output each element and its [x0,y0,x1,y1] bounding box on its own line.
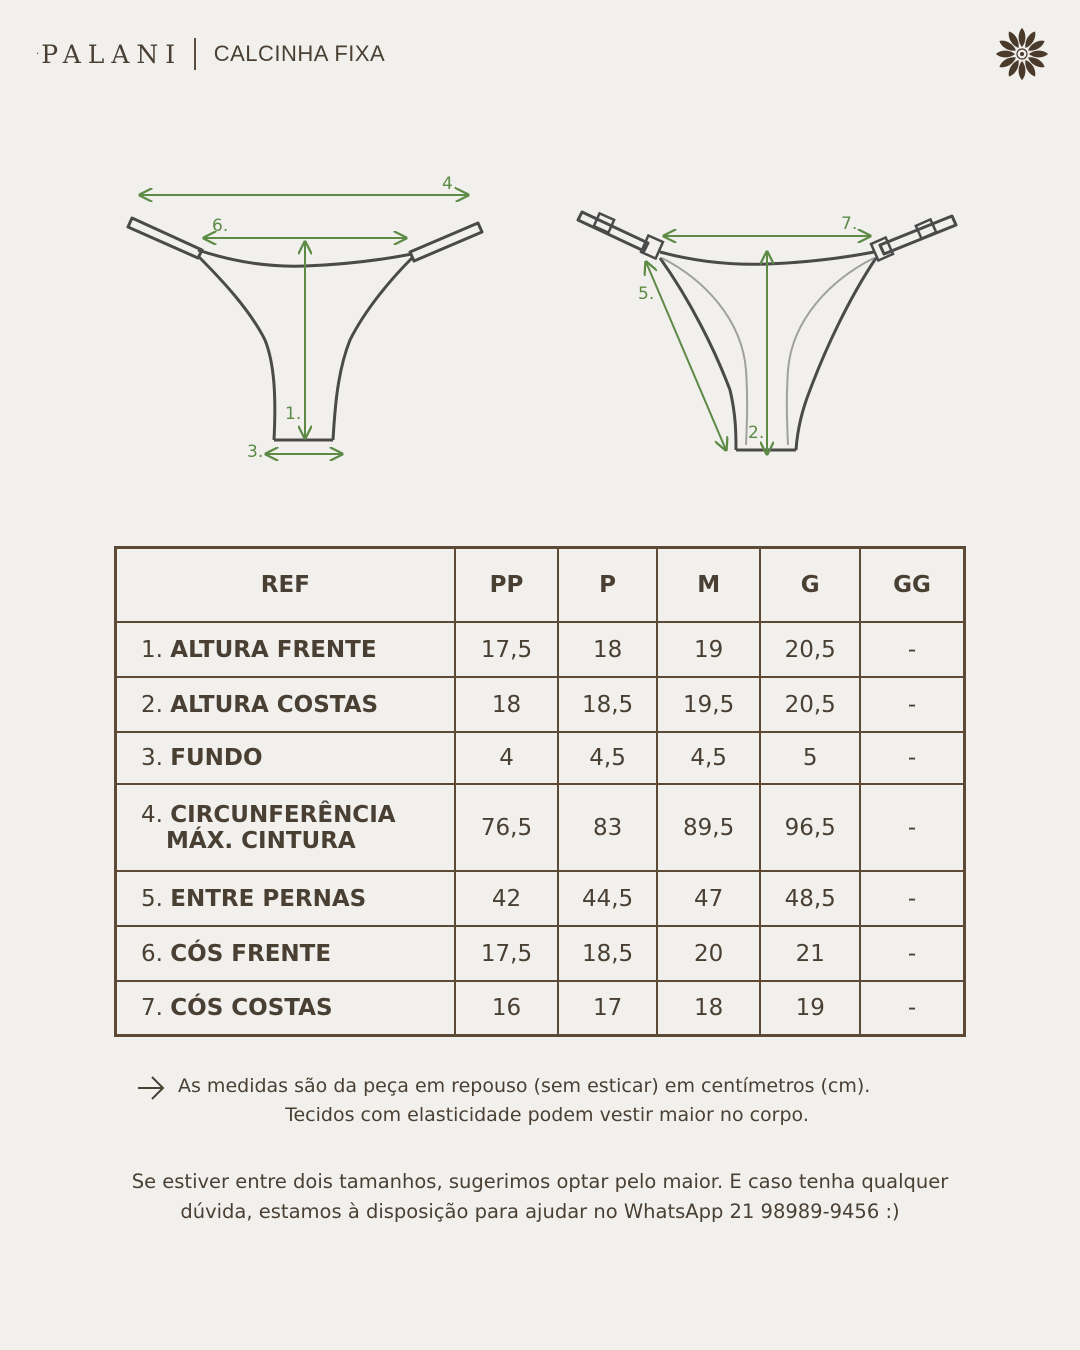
size-value-cell: 47 [657,871,761,926]
table-header-row [116,548,965,623]
size-value-cell: 16 [455,981,559,1035]
table-row [116,732,965,784]
row-measure-name: FUNDO [170,745,263,771]
size-value-cell: 18 [657,981,761,1035]
row-measure-name: ALTURA COSTAS [170,691,379,718]
size-value-cell: - [860,732,964,784]
row-ref-cell [116,784,455,871]
row-measure-name: CÓS COSTAS [170,994,333,1021]
row-ref-cell [116,926,455,981]
size-table [114,546,966,1037]
row-ref-cell [116,871,455,926]
row-number: 6. [141,940,163,967]
header-g: G [760,548,860,623]
front-label-3: 3. [247,442,264,462]
size-value-cell: 17 [558,981,657,1035]
front-label-1: 1. [285,404,302,424]
size-value-cell: 4,5 [558,732,657,784]
size-value-cell: - [860,622,964,677]
header-m: M [657,548,761,623]
measurement-note [136,1072,936,1130]
size-value-cell: 96,5 [760,784,860,871]
table-row [116,677,965,732]
back-label-2: 2. [748,423,765,443]
size-value-cell: 20,5 [760,622,860,677]
size-value-cell: 18 [558,622,657,677]
table-row [116,622,965,677]
table-body [116,622,965,1035]
size-value-cell: - [860,784,964,871]
size-value-cell: 89,5 [657,784,761,871]
size-value-cell: 21 [760,926,860,981]
size-value-cell: - [860,871,964,926]
header-gg: GG [860,548,964,623]
size-value-cell: 19 [760,981,860,1035]
row-measure-name: ALTURA FRENTE [170,636,377,663]
size-value-cell: 20 [657,926,761,981]
row-number: 3. [141,745,163,771]
back-label-5: 5. [638,284,655,304]
header-p: P [558,548,657,623]
size-value-cell: - [860,926,964,981]
size-value-cell: 17,5 [455,622,559,677]
row-number: 4. [141,801,163,828]
header-divider [194,38,196,70]
row-ref-cell [116,677,455,732]
size-value-cell: 5 [760,732,860,784]
table-row [116,871,965,926]
brand-dot: · [36,48,40,60]
advice-line-2: dúvida, estamos à disposição para ajudar no WhatsApp 21 98989-9456 :) [180,1200,900,1223]
measurement-diagram [0,160,1080,480]
row-ref-cell [116,981,455,1035]
size-value-cell: 4 [455,732,559,784]
size-value-cell: 18,5 [558,926,657,981]
size-value-cell: 18,5 [558,677,657,732]
size-value-cell: 76,5 [455,784,559,871]
row-number: 7. [141,994,163,1021]
row-measure-name: ENTRE PERNAS [170,885,367,912]
front-label-6: 6. [212,216,229,236]
product-name: CALCINHA FIXA [213,41,386,66]
table-row [116,784,965,871]
row-measure-name: CIRCUNFERÊNCIA [170,801,396,828]
header-pp: PP [455,548,559,623]
size-value-cell: 18 [455,677,559,732]
row-number: 2. [141,691,163,718]
row-ref-cell [116,732,455,784]
arrow-right-icon [136,1074,166,1102]
table-row [116,981,965,1035]
flower-logo-icon [994,26,1050,82]
size-value-cell: - [860,677,964,732]
size-value-cell: 44,5 [558,871,657,926]
size-value-cell: 17,5 [455,926,559,981]
note-line-2: Tecidos com elasticidade podem vestir maior no corpo. [285,1104,809,1126]
header [36,36,385,72]
size-value-cell: 19,5 [657,677,761,732]
size-value-cell: 83 [558,784,657,871]
front-measure-lines [140,195,468,454]
size-value-cell: 4,5 [657,732,761,784]
row-number: 1. [141,636,163,663]
size-value-cell: - [860,981,964,1035]
front-label-4: 4. [442,174,459,194]
advice-line-1: Se estiver entre dois tamanhos, sugerimos optar pelo maior. E caso tenha qualquer [131,1170,949,1193]
row-measure-name: CÓS FRENTE [170,940,332,967]
size-value-cell: 19 [657,622,761,677]
row-ref-cell [116,622,455,677]
row-number: 5. [141,885,163,912]
back-label-7: 7. [841,214,858,234]
size-advice [80,1167,1000,1227]
header-ref: REF [116,548,455,623]
size-value-cell: 20,5 [760,677,860,732]
brand-logo: PALANI [41,39,183,69]
size-value-cell: 42 [455,871,559,926]
size-value-cell: 48,5 [760,871,860,926]
table-row [116,926,965,981]
note-line-1: As medidas são da peça em repouso (sem esticar) em centímetros (cm). [178,1075,871,1097]
row-measure-name-cont: MÁX. CINTURA [166,827,356,854]
